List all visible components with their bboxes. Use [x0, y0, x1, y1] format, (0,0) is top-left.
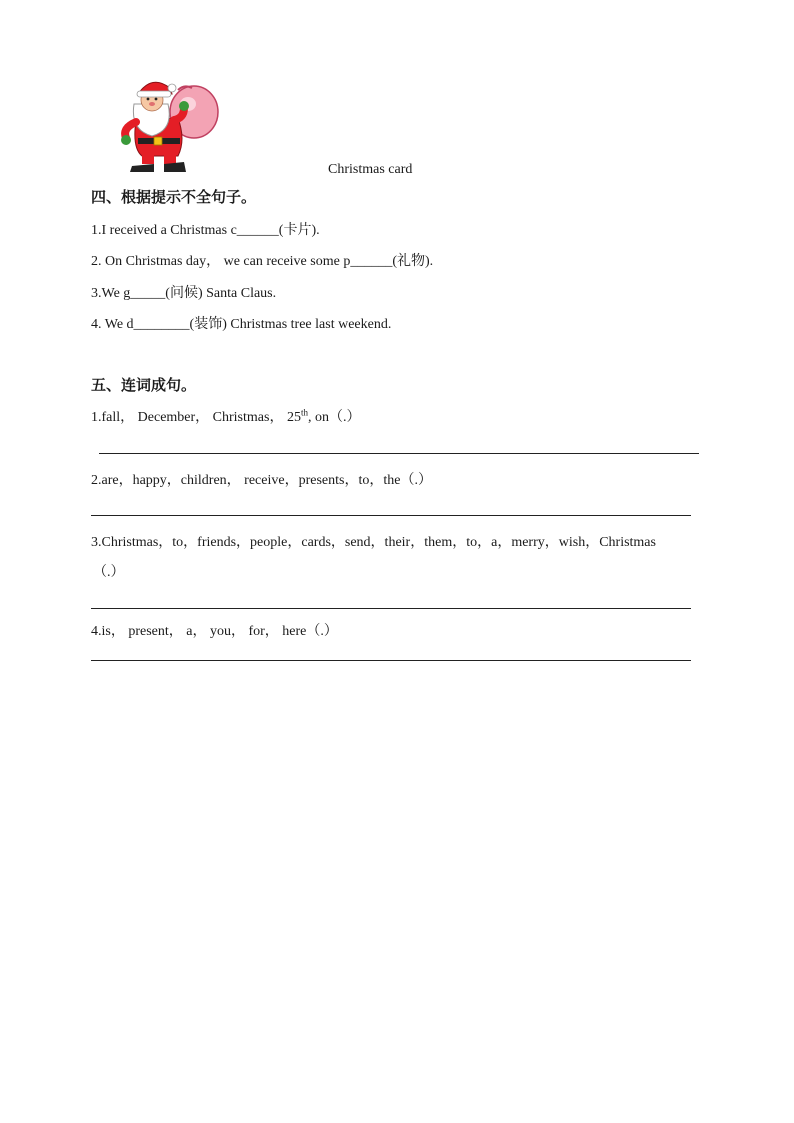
- answer-line-1[interactable]: [99, 453, 699, 454]
- word-order-item-2: 2.are，happy，children， receive，presents，to，the（.）: [91, 473, 432, 488]
- fill-blank-item-1: 1.I received a Christmas c______(卡片).: [91, 223, 320, 238]
- fill-blank-item-3: 3.We g_____(问候) Santa Claus.: [91, 286, 277, 301]
- word-order-item-3-cont: （.）: [93, 565, 125, 580]
- answer-line-2[interactable]: [91, 515, 691, 516]
- picture-caption: Christmas card: [328, 162, 413, 177]
- section4-heading: 四、根据提示不全句子。: [91, 190, 257, 206]
- word-order-item-4: 4.is， present， a， you， for， here（.）: [91, 624, 338, 639]
- word-order-item-3: 3.Christmas，to，friends，people，cards，send，their，them，to，a，merry，wish，Christmas: [91, 535, 656, 550]
- santa-claus-icon: [112, 78, 220, 176]
- fill-blank-item-4: 4. We d________(装饰) Christmas tree last weekend.: [91, 317, 392, 332]
- answer-line-3[interactable]: [91, 608, 691, 609]
- fill-blank-item-2: 2. On Christmas day， we can receive some p______(礼物).: [91, 254, 434, 269]
- answer-line-4[interactable]: [91, 660, 691, 661]
- section5-heading: 五、连词成句。: [91, 378, 197, 394]
- word-order-item-1: 1.fall， December， Christmas， 25th, on（.）: [91, 407, 361, 425]
